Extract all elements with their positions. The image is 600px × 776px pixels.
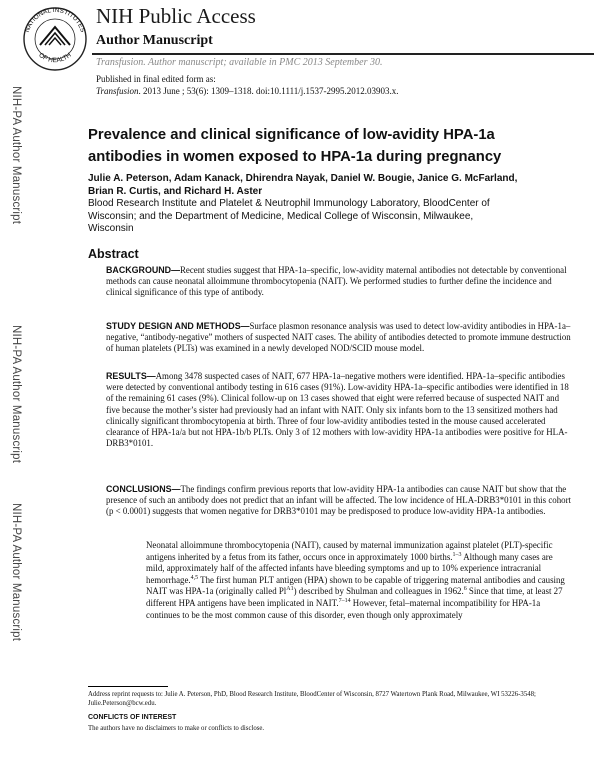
journal-name: Transfusion xyxy=(96,86,139,96)
title-line: Prevalence and clinical significance of low-avidity HPA-1a xyxy=(88,127,495,143)
section-text: The findings confirm previous reports that low-avidity HPA-1a antibodies can cause NAIT but show that the presence of such an antibody does not predict that an infant will be affected. The low incidence of HLA-DRB3*0101 in this cohort (p < 0.0001) suggests that women negative for DRB3*0101 may be predisposed to produce low-avidity HPA-1a antibodies. xyxy=(106,484,571,517)
footnote-rule xyxy=(88,686,168,687)
conflicts-text: The authors have no disclaimers to make or conflicts to disclose. xyxy=(88,725,265,732)
side-label: NIH-PA Author Manuscript xyxy=(10,503,22,642)
reference-superscript: 1–3 xyxy=(452,551,462,558)
authors-line: Brian R. Curtis, and Richard H. Aster xyxy=(88,186,263,197)
svg-text:OF HEALTH: OF HEALTH xyxy=(37,51,73,65)
title-line: antibodies in women exposed to HPA-1a during pregnancy xyxy=(88,149,502,165)
availability-note: Transfusion. Author manuscript; available in PMC 2013 September 30. xyxy=(96,57,383,68)
affiliation-line: Wisconsin; and the Department of Medicine, Medical College of Wisconsin, Milwaukee, xyxy=(88,210,474,222)
body-text: ) described by Shulman and colleagues in 1962. xyxy=(293,586,464,597)
affiliation-line: Blood Research Institute and Platelet & Neutrophil Immunology Laboratory, BloodCenter of xyxy=(88,198,490,209)
side-label: NIH-PA Author Manuscript xyxy=(10,325,22,464)
conflicts-heading: CONFLICTS OF INTEREST xyxy=(88,714,177,721)
affiliation-line: Wisconsin xyxy=(88,223,134,234)
citation xyxy=(96,86,399,96)
reprint-footnote: Address reprint requests to: Julie A. Peterson, PhD, Blood Research Institute, BloodCenter of Wisconsin, 8727 Watertown Plank Road, Milwaukee, WI 53226-3548; Julie.Peterson@bcw.edu. xyxy=(88,691,536,707)
authors-line: Julie A. Peterson, Adam Kanack, Dhirendra Nayak, Daniel W. Bougie, Janice G. McFarland, xyxy=(88,173,518,184)
body-paragraph xyxy=(146,540,572,621)
section-label: RESULTS— xyxy=(106,371,156,381)
antigen-superscript: A1 xyxy=(286,586,294,593)
abstract-heading: Abstract xyxy=(88,247,139,261)
affiliation xyxy=(88,198,568,236)
article-title xyxy=(88,124,558,168)
svg-text:NATIONAL INSTITUTES: NATIONAL INSTITUTES xyxy=(23,6,87,34)
nih-logo xyxy=(20,3,90,73)
section-label: BACKGROUND— xyxy=(106,265,180,275)
body-text: Since that time, at least 27 different HPA antigens have been implicated in NAIT. xyxy=(146,586,563,608)
header-rule xyxy=(92,53,594,55)
section-label: CONCLUSIONS— xyxy=(106,484,181,494)
section-label: STUDY DESIGN AND METHODS— xyxy=(106,321,250,331)
section-text: Surface plasmon resonance analysis was used to detect low-avidity antibodies in HPA-1a–negative, “antibody-negative” mothers of suspected NAIT cases. The ability of antibodies detected to promote immune destruction of human platelets (PLTs) was examined in a newly developed NOD/SCID mouse model. xyxy=(106,321,571,354)
section-text: Among 3478 suspected cases of NAIT, 677 HPA-1a–negative mothers were identified. HPA-1a–specific antibodies were detected by conventional antibody testing in 616 cases (91%). Low-avidity HPA-1a–specific antibodies were identified in 18 of the remaining 61 cases (9%). Clinical follow-up on 13 cases showed that eight were referred because of suspected NAIT and five because the mother’s sister had previously had an infant with NAIT. Only six infants born to the 13 sensitized mothers had clinically significant thrombocytopenia at birth. Three of four low-avidity antibodies tested in the mouse caused accelerated clearance of HPA-1a/a but not HPA-1b/b PLTs. Only 3 of 12 mothers with low-avidity HPA-1a antibodies were positive for HLA-DRB3*0101. xyxy=(106,371,569,449)
body-text: Neonatal alloimmune thrombocytopenia (NAIT), caused by maternal immunization against platelet (PLT)-specific antigens inherited by a fetus from its father, occurs once in approximately 1000 births. xyxy=(146,540,553,562)
reference-superscript: 4,5 xyxy=(190,574,199,581)
authors xyxy=(88,172,568,198)
section-text: Recent studies suggest that HPA-1a–specific, low-avidity maternal antibodies not detectable by conventional methods can cause neonatal alloimmune thrombocytopenia (NAIT). We performed studies to further define the incidence and clinical significance of this type of antibody. xyxy=(106,265,567,298)
body-text: The first human PLT antigen (HPA) shown to be capable of triggering maternal antibodies and causing NAIT was HPA-1a (originally called Pl xyxy=(146,574,565,597)
side-label: NIH-PA Author Manuscript xyxy=(10,86,22,225)
citation-details: . 2013 June ; 53(6): 1309–1318. doi:10.1111/j.1537-2995.2012.03903.x. xyxy=(138,86,399,96)
reference-superscript: 6 xyxy=(463,586,467,593)
nih-public-access-title: NIH Public Access xyxy=(96,4,256,28)
body-text: However, fetal–maternal incompatibility for HPA-1a continues to be the most common cause of this disorder, even though only approximately xyxy=(146,597,541,620)
abstract-study-design xyxy=(106,321,572,355)
body-text: Although many cases are mild, approximately half of the affected infants have bleeding symptoms and up to 10% experience intracranial hemorrhage. xyxy=(146,551,553,585)
abstract-conclusions xyxy=(106,484,572,518)
published-in-label: Published in final edited form as: xyxy=(96,74,216,84)
abstract-background xyxy=(106,265,572,299)
author-manuscript-label: Author Manuscript xyxy=(96,33,213,48)
abstract-results xyxy=(106,371,572,449)
reference-superscript: 7–14 xyxy=(338,598,351,604)
